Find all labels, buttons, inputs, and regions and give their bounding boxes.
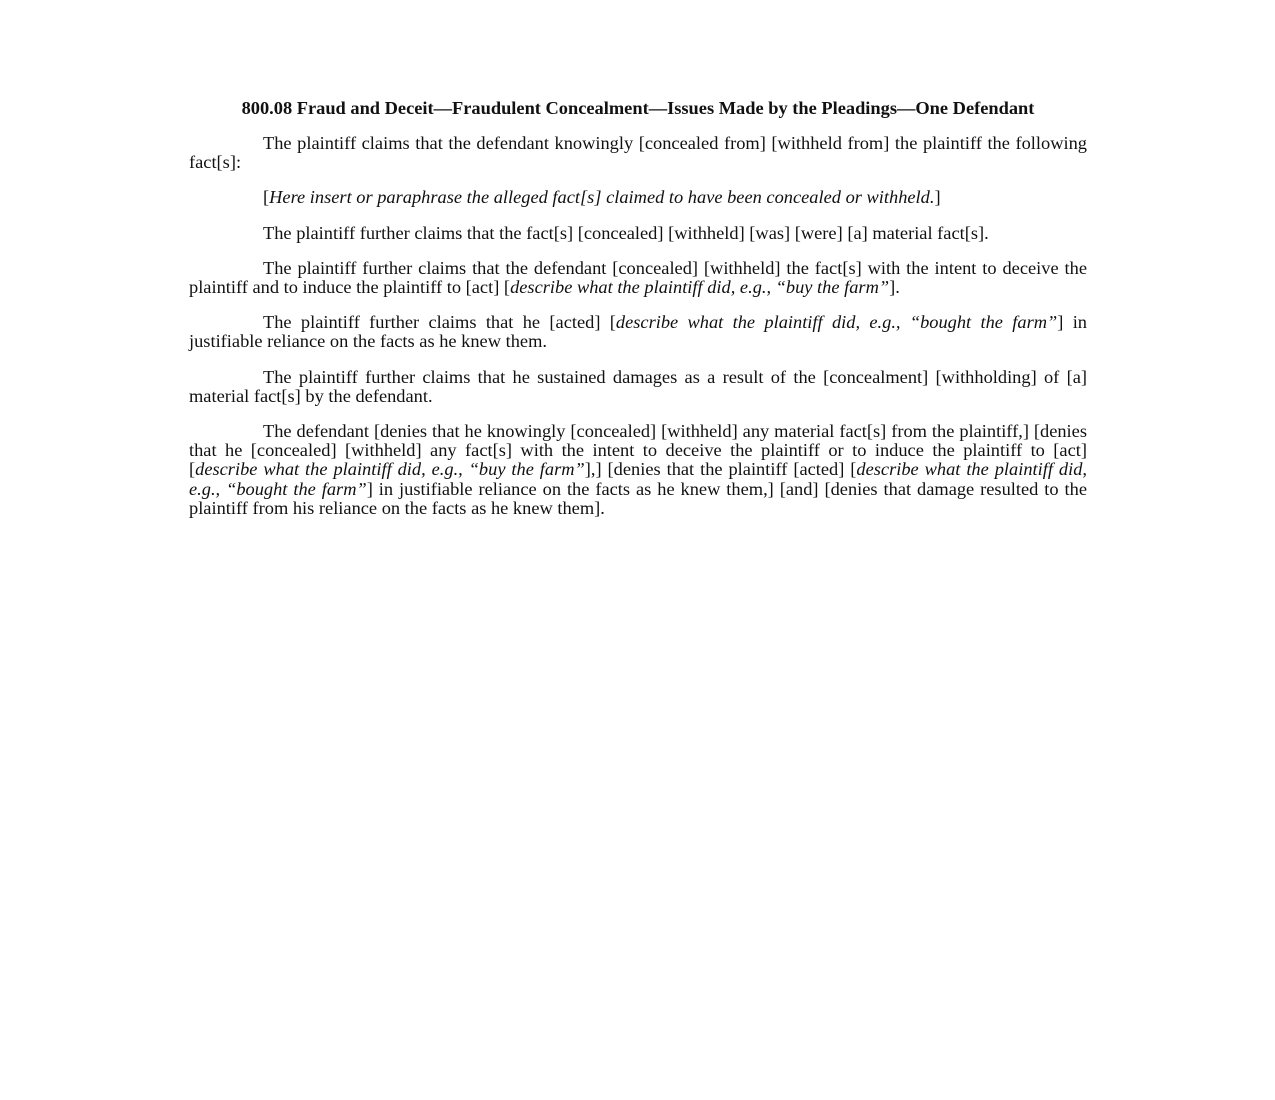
paragraph-insert-facts	[263, 188, 1087, 207]
paragraph-text: The plaintiff claims that the defendant knowingly [concealed from] [withheld from] the plaintiff the following fact[s]:	[189, 133, 1087, 173]
paragraph-text: The plaintiff further claims that the defendant [concealed] [withheld] the fact[s] with the intent to deceive the plaintiff and to induce the plaintiff to [act] [	[189, 257, 1087, 298]
instruction-text: describe what the plaintiff did, e.g., “bought the farm”	[615, 312, 1058, 333]
instruction-text: describe what the plaintiff did, e.g., “buy the farm”	[195, 459, 585, 480]
paragraph-text: The defendant [denies that he knowingly [concealed] [withheld] any material fact[s] from the plaintiff,] [denies that he [concealed] [withheld] any fact[s] with the intent to deceive the plaintiff or to induce the plaintiff to [act] [	[189, 421, 1087, 480]
paragraph-text: The plaintiff further claims that the fact[s] [concealed] [withheld] [was] [were] [a] material fact[s].	[263, 222, 989, 243]
paragraph-intent-to-deceive	[189, 259, 1087, 297]
paragraph-claim-concealment	[189, 134, 1087, 172]
paragraph-reliance	[189, 313, 1087, 351]
paragraph-text: The plaintiff further claims that he [acted] [	[263, 312, 616, 333]
paragraph-defendant-denials	[189, 422, 1087, 518]
paragraph-text: ],] [denies that the plaintiff [acted] [	[584, 459, 857, 480]
paragraph-damages	[189, 368, 1087, 406]
instruction-text: Here insert or paraphrase the alleged fact[s] claimed to have been concealed or withheld.	[269, 187, 935, 208]
instruction-text: describe what the plaintiff did, e.g., “bought the farm”	[189, 459, 1087, 499]
paragraph-material-fact	[189, 224, 1087, 243]
paragraph-text: ] in justifiable reliance on the facts as he knew them.	[189, 312, 1088, 352]
document-page	[189, 99, 1087, 534]
bracket-close: ]	[934, 187, 941, 208]
paragraph-text: ] in justifiable reliance on the facts as he knew them,] [and] [denies that damage resulted to the plaintiff from his reliance on the facts as he knew them].	[189, 478, 1088, 518]
paragraph-text: The plaintiff further claims that he sustained damages as a result of the [concealment] [withholding] of [a] material fact[s] by the defendant.	[189, 366, 1087, 406]
paragraph-text: ].	[889, 277, 900, 298]
instruction-text: describe what the plaintiff did, e.g., “buy the farm”	[510, 277, 890, 298]
bracket-open: [	[263, 187, 270, 208]
document-title: 800.08 Fraud and Deceit—Fraudulent Concealment—Issues Made by the Pleadings—One Defendant	[241, 98, 1035, 118]
